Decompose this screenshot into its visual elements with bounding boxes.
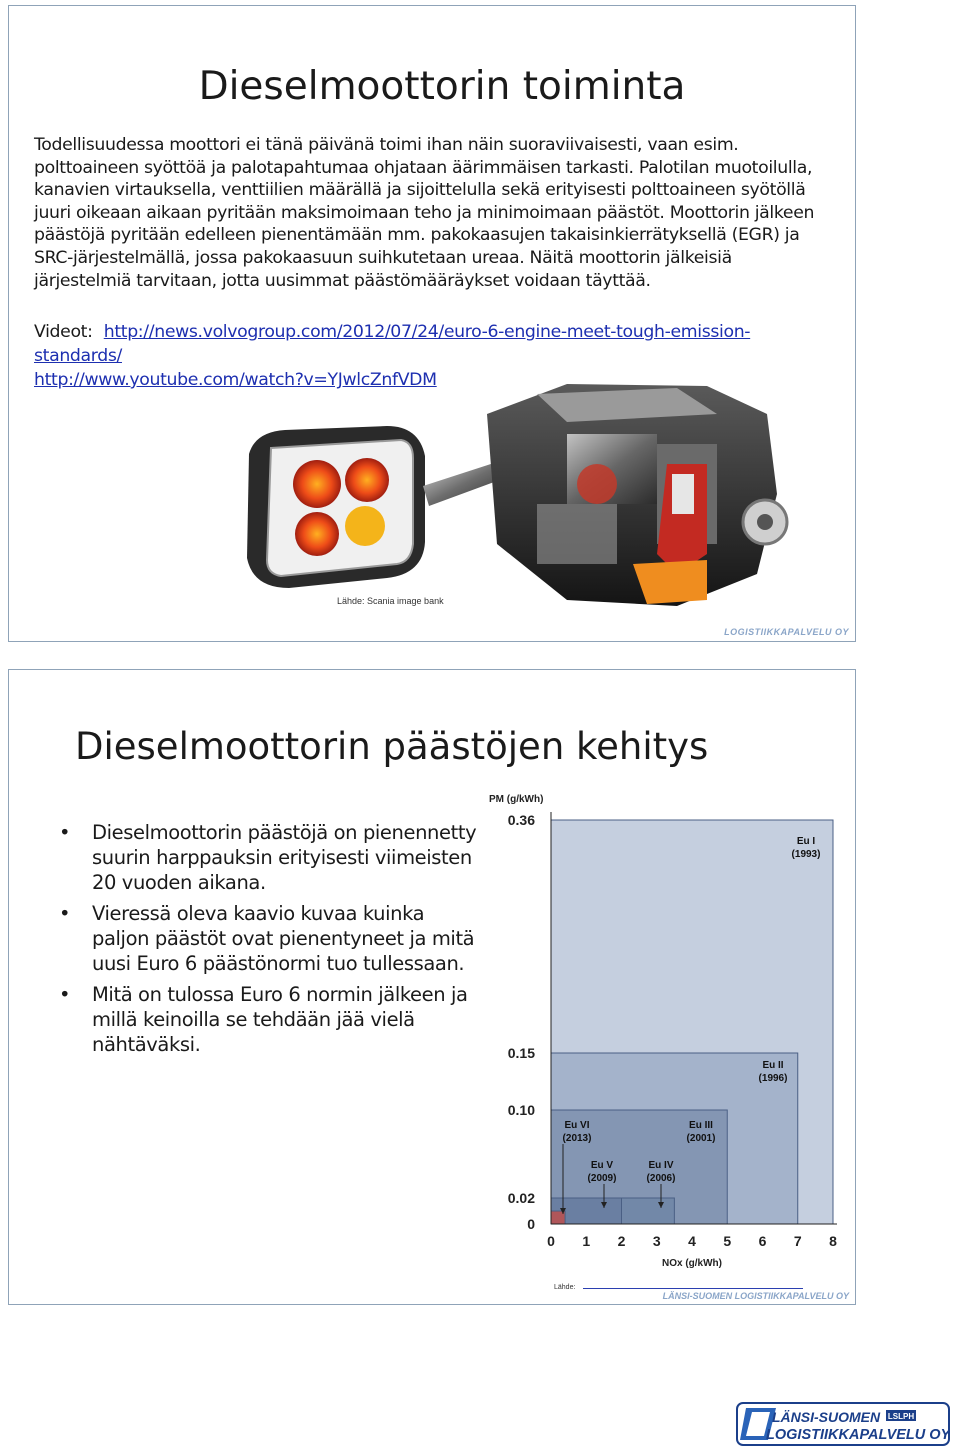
x-tick-label: 8 [829, 1233, 837, 1249]
x-tick-label: 6 [758, 1233, 767, 1249]
label-eu-i-year: (1993) [791, 849, 821, 860]
label-eu-iii: Eu III [689, 1120, 713, 1131]
logo-tag: LSLPH [887, 1412, 915, 1421]
x-tick-label: 7 [793, 1233, 802, 1249]
label-eu-i: Eu I [796, 836, 816, 847]
label-eu-ii: Eu II [762, 1060, 784, 1071]
y-tick-label: 0.10 [507, 1102, 535, 1118]
logo-line2: LOGISTIIKKAPALVELU OY [766, 1427, 950, 1443]
bullet-item: • Dieselmoottorin päästöjä on pienennetty suurin harppauksin erityisesti viimeisten 20 vuoden aikana. [59, 820, 479, 895]
label-eu-iv: Eu IV [648, 1160, 674, 1171]
x-tick-label: 4 [688, 1233, 696, 1249]
y-tick-label: 0.15 [507, 1045, 535, 1061]
y-axis-title: PM (g/kWh) [489, 794, 544, 805]
slide-title: Dieselmoottorin päästöjen kehitys [75, 725, 709, 768]
bullet-list [59, 820, 479, 1063]
y-tick-label: 0.36 [507, 812, 535, 828]
slide-emissions-development [8, 669, 856, 1305]
company-logo [736, 1402, 950, 1446]
y-tick-label: 0 [527, 1216, 535, 1232]
emission-standards-chart [479, 788, 851, 1268]
x-tick-label: 2 [617, 1233, 626, 1249]
y-tick-label: 0.02 [507, 1190, 535, 1206]
x-tick-label: 5 [723, 1233, 732, 1249]
bullet-item: • Mitä on tulossa Euro 6 normin jälkeen ja millä keinoilla se tehdään jää vielä nähtäväksi. [59, 982, 479, 1057]
label-eu-iii-year: (2001) [686, 1133, 716, 1144]
label-eu-vi: Eu VI [564, 1120, 590, 1131]
slide-body-text [34, 134, 834, 292]
image-credit: Lähde: Scania image bank [337, 596, 444, 606]
slide-logo: LÄNSI-SUOMEN LOGISTIIKKAPALVELU OY [662, 1291, 849, 1301]
logo-line1: LÄNSI-SUOMEN [772, 1409, 881, 1425]
x-axis-title: NOx (g/kWh) [662, 1258, 722, 1268]
label-eu-iv-year: (2006) [646, 1173, 676, 1184]
source-note [554, 1284, 803, 1291]
label-eu-v: Eu V [590, 1160, 614, 1171]
source-label: Lähde: [554, 1284, 576, 1291]
volvo-video-link[interactable]: http://news.volvogroup.com/2012/07/24/euro-6-engine-meet-tough-emission-standards/ [34, 322, 751, 366]
engine-cutaway-illustration [237, 374, 797, 614]
slide-engine-operation [8, 5, 856, 642]
x-tick-label: 3 [652, 1233, 661, 1249]
x-tick-label: 1 [582, 1233, 591, 1249]
youtube-video-link[interactable]: http://www.youtube.com/watch?v=YJwlcZnfVDM [34, 370, 437, 390]
bullet-item: • Vieressä oleva kaavio kuvaa kuinka paljon päästöt ovat pienentyneet ja mitä uusi Euro 6 päästönormi tuo tullessaan. [59, 901, 479, 976]
x-tick-label: 0 [547, 1233, 555, 1249]
body-paragraph: Todellisuudessa moottori ei tänä päivänä toimi ihan näin suoraviivaisesti, vaan esim. polttoaineen syöttöä ja palotapahtumaa ohjataan äärimmäisen tarkasti. Palotilan muotoilulla, kanavien virtauksella, venttiilien määrällä ja sijoittelulla sekä erityisesti polttoaineen syötöllä juuri oikeaan aikaan pyritään maksimoimaan teho ja minimoimaan päästöt. Moottorin jälkeen päästöjä pyritään edelleen pienentämään mm. pakokaasujen takaisinkierrätyksellä (EGR) ja SRC-järjestelmällä, jossa pakokaasuun suihkutetaan ureaa. Näitä moottorin jälkeisiä järjestelmiä tarvitaan, jotta uusimmat päästömääräykset voidaan täyttää. [34, 135, 815, 291]
source-link[interactable] [583, 1288, 803, 1289]
slide-logo: LOGISTIIKKAPALVELU OY [724, 627, 849, 637]
label-eu-vi-year: (2013) [562, 1133, 592, 1144]
slide-title: Dieselmoottorin toiminta [198, 64, 686, 109]
label-eu-v-year: (2009) [587, 1173, 617, 1184]
videos-label: Videot: [34, 322, 93, 342]
label-eu-ii-year: (1996) [758, 1073, 788, 1084]
